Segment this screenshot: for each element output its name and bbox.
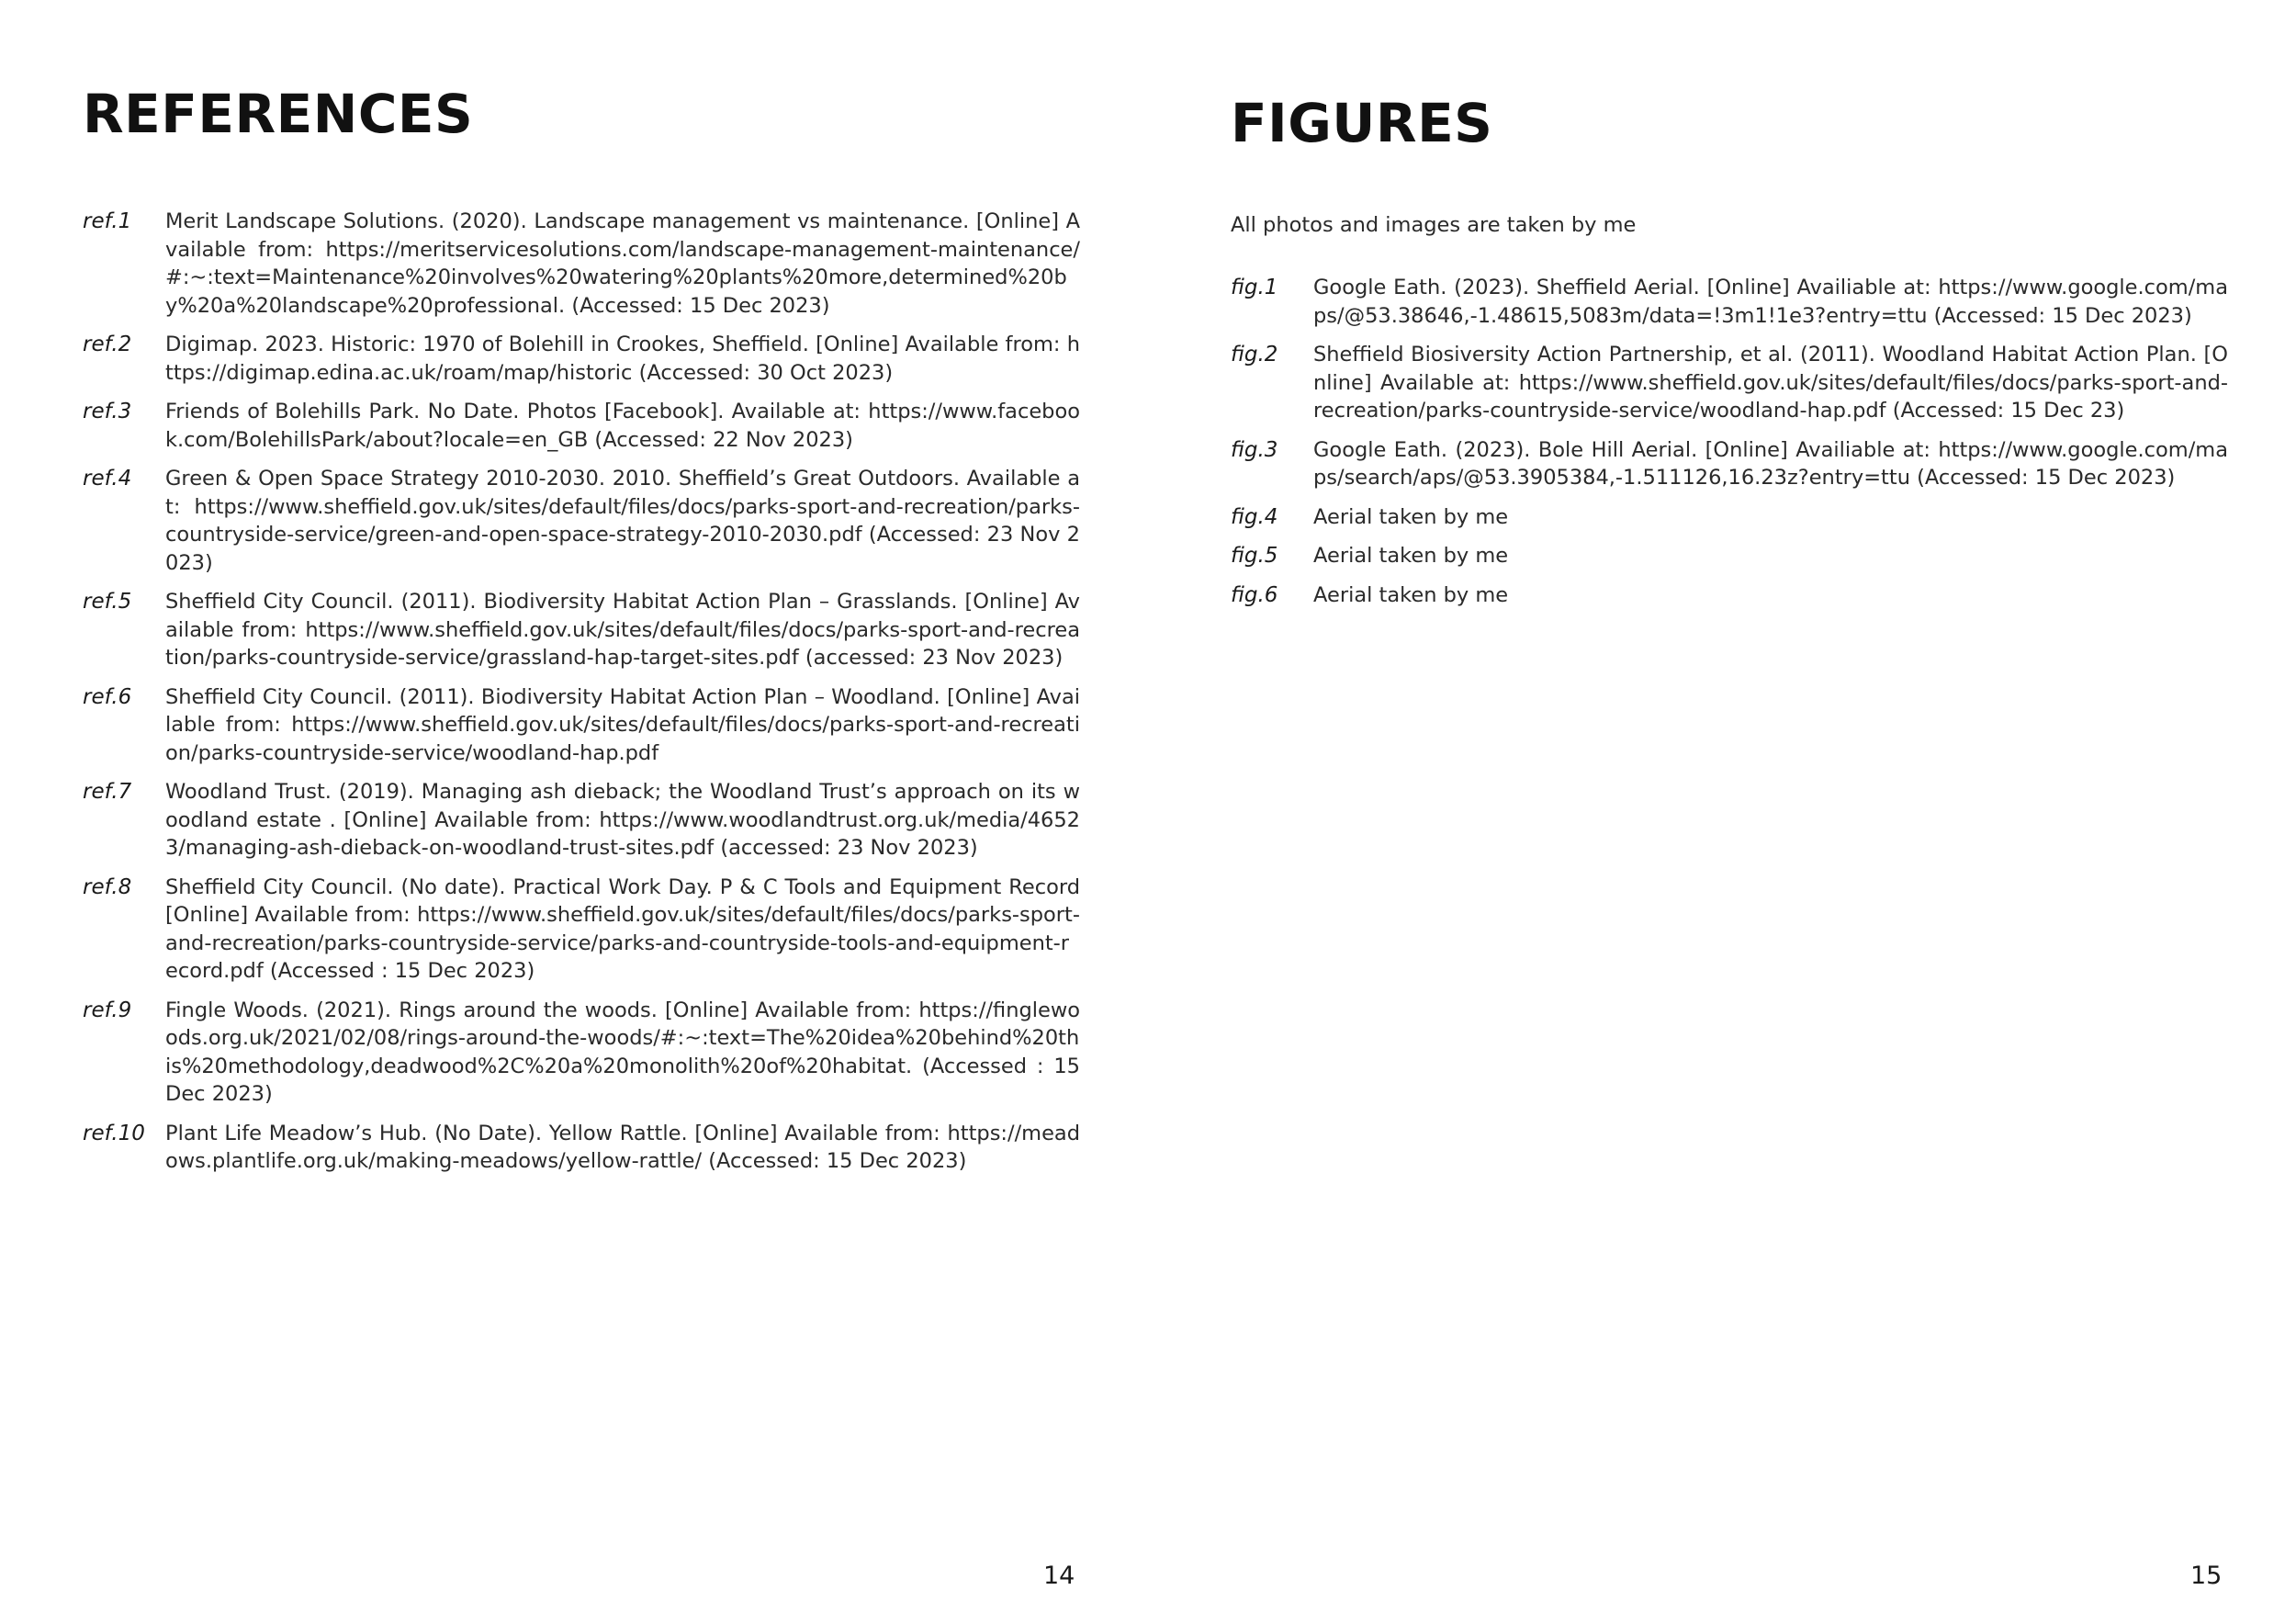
right-page xyxy=(1148,0,2296,1624)
figure-key: fig.6 xyxy=(1231,582,1278,607)
reference-text: Friends of Bolehills Park. No Date. Photos [Facebook]. Available at: https://www.facebook.com/BolehillsPark/about?locale=en_GB (Accessed: 22 Nov 2023) xyxy=(165,400,1080,452)
reference-item xyxy=(83,1120,1080,1176)
figure-text: Aerial taken by me xyxy=(1313,544,1509,568)
reference-item xyxy=(83,398,1080,454)
reference-key: ref.3 xyxy=(83,400,132,423)
figure-key: fig.5 xyxy=(1231,544,1278,568)
figure-text: Sheffield Biosiversity Action Partnership, et al. (2011). Woodland Habitat Action Plan. [Online] Available at: https://www.sheffield.gov.uk/sites/default/files/docs/parks-sport-and-recreation/parks-countryside-service/woodland-hap.pdf (Accessed: 15 Dec 23) xyxy=(1313,343,2228,423)
reference-item xyxy=(83,588,1080,672)
figures-intro: All photos and images are taken by me xyxy=(1231,213,1637,237)
figure-key: fig.4 xyxy=(1231,504,1278,529)
figure-key: fig.3 xyxy=(1231,437,1278,462)
figure-item xyxy=(1231,341,2228,425)
figure-item xyxy=(1231,436,2228,492)
reference-key: ref.9 xyxy=(83,998,132,1022)
figures-heading: FIGURES xyxy=(1231,92,1493,154)
reference-item xyxy=(83,778,1080,863)
references-heading: REFERENCES xyxy=(83,83,474,145)
references-list xyxy=(83,208,1080,1187)
reference-key: ref.8 xyxy=(83,874,132,899)
figure-text: Google Eath. (2023). Sheffield Aerial. [Online] Availiable at: https://www.google.com/maps/@53.38646,-1.48615,5083m/data=!3m1!1e3?entry=ttu (Accessed: 15 Dec 2023) xyxy=(1313,276,2228,328)
reference-text: Sheffield City Council. (No date). Practical Work Day. P & C Tools and Equipment Record [Online] Available from: https://www.sheffield.gov.uk/sites/default/files/docs/parks-sport-and-recreation/parks-countryside-service/parks-and-countryside-tools-and-equipment-record.pdf (Accessed : 15 Dec 2023) xyxy=(165,874,1080,983)
reference-text: Plant Life Meadow’s Hub. (No Date). Yellow Rattle. [Online] Available from: https://meadows.plantlife.org.uk/making-meadows/yellow-rattle/ (Accessed: 15 Dec 2023) xyxy=(165,1121,1080,1173)
reference-key: ref.10 xyxy=(83,1121,145,1145)
figures-list xyxy=(1231,274,2228,620)
reference-item xyxy=(83,683,1080,768)
reference-key: ref.6 xyxy=(83,684,132,709)
figure-text: Aerial taken by me xyxy=(1313,582,1509,607)
figure-item xyxy=(1231,581,2228,610)
page-number: 14 xyxy=(1043,1562,1075,1590)
figure-key: fig.2 xyxy=(1231,343,1278,367)
figure-text: Aerial taken by me xyxy=(1313,504,1509,529)
reference-key: ref.7 xyxy=(83,780,132,804)
reference-item xyxy=(83,874,1080,986)
reference-text: Sheffield City Council. (2011). Biodiversity Habitat Action Plan – Grasslands. [Online] Available from: https://www.sheffield.gov.uk/sites/default/files/docs/parks-sport-and-recreation/parks-countryside-service/grassland-hap-target-sites.pdf (accessed: 23 Nov 2023) xyxy=(165,590,1080,670)
reference-text: Digimap. 2023. Historic: 1970 of Bolehill in Crookes, Sheffield. [Online] Available from: https://digimap.edina.ac.uk/roam/map/historic (Accessed: 30 Oct 2023) xyxy=(165,333,1080,385)
figure-item xyxy=(1231,274,2228,330)
reference-key: ref.1 xyxy=(83,209,132,233)
reference-item xyxy=(83,997,1080,1109)
reference-text: Sheffield City Council. (2011). Biodiversity Habitat Action Plan – Woodland. [Online] Available from: https://www.sheffield.gov.uk/sites/default/files/docs/parks-sport-and-recreation/parks-countryside-service/woodland-hap.pdf xyxy=(165,684,1080,765)
reference-text: Green & Open Space Strategy 2010-2030. 2010. Sheffield’s Great Outdoors. Available at: https://www.sheffield.gov.uk/sites/default/files/docs/parks-sport-and-recreation/parks-countryside-service/green-and-open-space-strategy-2010-2030.pdf (Accessed: 23 Nov 2023) xyxy=(165,467,1080,575)
reference-text: Woodland Trust. (2019). Managing ash dieback; the Woodland Trust’s approach on its woodland estate . [Online] Available from: https://www.woodlandtrust.org.uk/media/46523/managing-ash-dieback-on-woodland-trust-sites.pdf (accessed: 23 Nov 2023) xyxy=(165,780,1080,860)
reference-item xyxy=(83,331,1080,387)
reference-key: ref.5 xyxy=(83,590,132,614)
reference-text: Merit Landscape Solutions. (2020). Landscape management vs maintenance. [Online] Available from: https://meritservicesolutions.com/landscape-management-maintenance/#:~:text=Maintenance%20involves%20watering%20plants%20more,determined%20by%20a%20landscape%20professional. (Accessed: 15 Dec 2023) xyxy=(165,209,1080,318)
figure-item xyxy=(1231,503,2228,532)
figure-item xyxy=(1231,542,2228,570)
figure-key: fig.1 xyxy=(1231,276,1278,299)
figure-text: Google Eath. (2023). Bole Hill Aerial. [Online] Availiable at: https://www.google.com/maps/search/aps/@53.3905384,-1.511126,16.23z?entry=ttu (Accessed: 15 Dec 2023) xyxy=(1313,437,2228,490)
reference-text: Fingle Woods. (2021). Rings around the woods. [Online] Available from: https://finglewoods.org.uk/2021/02/08/rings-around-the-woods/#:~:text=The%20idea%20behind%20this%20methodology,deadwood%2C%20a%20monolith%20of%20habitat. (Accessed : 15 Dec 2023) xyxy=(165,998,1080,1106)
reference-item xyxy=(83,465,1080,577)
reference-item xyxy=(83,208,1080,320)
page-number: 15 xyxy=(2190,1562,2223,1590)
reference-key: ref.2 xyxy=(83,333,132,356)
reference-key: ref.4 xyxy=(83,467,132,491)
